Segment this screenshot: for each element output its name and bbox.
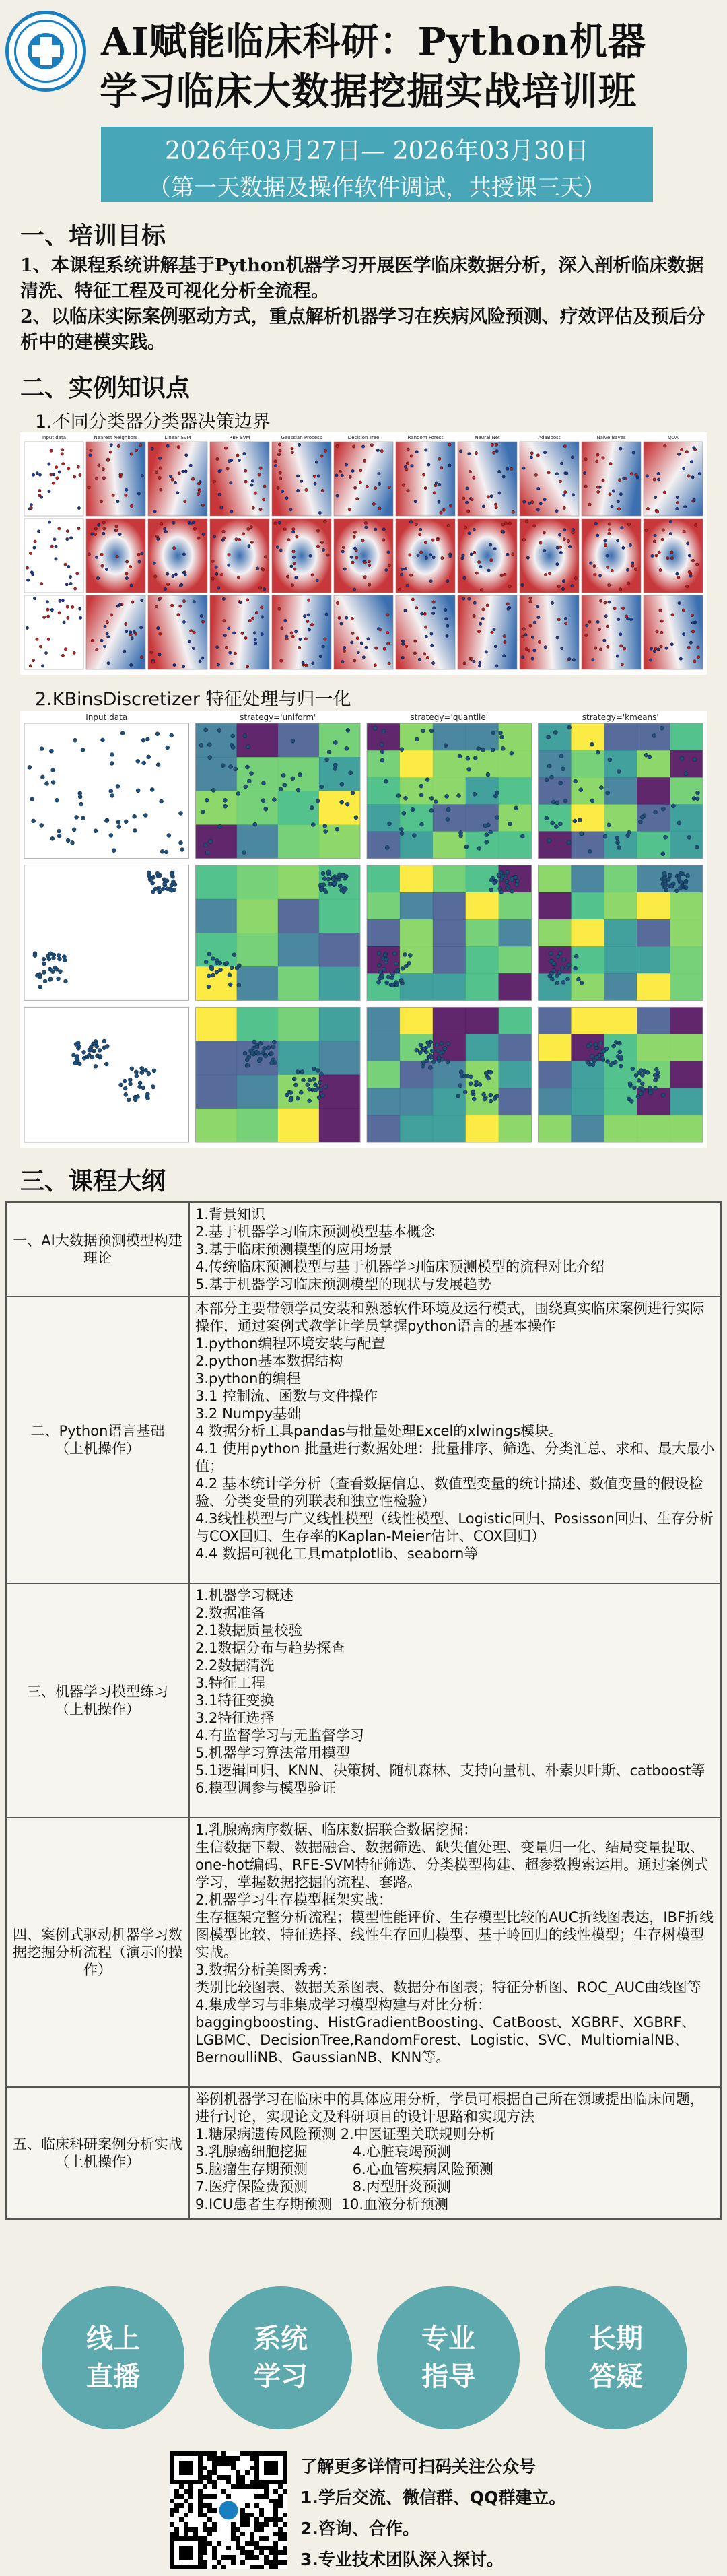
date-note: （第一天数据及操作软件调试，共授课三天） <box>148 174 606 201</box>
date-range: 2026年03月27日— 2026年03月30日 <box>165 137 589 165</box>
contact-heading: 了解更多详情可扫码关注公众号 <box>300 2457 536 2476</box>
contact-item: 3.专业技术团队深入探讨。 <box>300 2550 504 2569</box>
classifier-header: Nearest Neighbors <box>94 435 138 440</box>
module-name: 一、AI大数据预测模型构建理论 <box>6 1202 189 1296</box>
feature-circle-support: 长期 答疑 <box>545 2286 687 2429</box>
module-name: 二、Python语言基础 （上机操作） <box>6 1296 189 1583</box>
classifier-header: RBF SVM <box>229 435 250 440</box>
feature-circle-live: 线上 直播 <box>42 2286 184 2429</box>
module-content: 举例机器学习在临床中的具体应用分析，学员可根据自己所在领域提出临床问题，进行讨论，实现论文及科研项目的设计思路和实现方法 1.糖尿病遗传风险预测 2.中医证型关联规则分析 3.乳腺癌细胞挖掘 4.心脏衰竭预测 5.脑瘤生存期预测 6.心血管疾病风险预测 7.医疗保险费预测 8.丙型肝炎预测 9.ICU患者生存期预测 10.血液分析预测 <box>189 2087 721 2219</box>
table-row <box>6 1202 721 1296</box>
objective-item: 2、以临床实际案例驱动方式，重点解析机器学习在疾病风险预测、疗效评估及预后分析中的建模实践。 <box>20 306 705 353</box>
classifier-header: Input data <box>41 435 67 440</box>
classifier-header: Linear SVM <box>164 435 191 440</box>
classifier-header: Naive Bayes <box>596 435 626 440</box>
kbins-header: strategy='kmeans' <box>582 713 659 722</box>
classifier-header: Gaussian Process <box>281 435 322 440</box>
table-row <box>6 1583 721 1818</box>
table-row <box>6 2087 721 2219</box>
section-title-objectives: 一、培训目标 <box>20 222 166 250</box>
feature-circle-guidance: 专业 指导 <box>377 2286 520 2429</box>
section-title-outline: 三、课程大纲 <box>20 1167 166 1195</box>
figure2-caption: 2.KBinsDiscretizer 特征处理与归一化 <box>35 689 351 710</box>
table-row <box>6 1296 721 1583</box>
module-name: 三、机器学习模型练习 （上机操作） <box>6 1583 189 1818</box>
institution-logo <box>5 11 86 92</box>
module-content: 1.背景知识 2.基于机器学习临床预测模型基本概念 3.基于临床预测模型的应用场景 4.传统临床预测模型与基于机器学习临床预测模型的流程对比介绍 5.基于机器学习临床预测模型的现状与发展趋势 <box>189 1202 721 1296</box>
kbins-header: Input data <box>85 713 128 722</box>
module-content: 1.机器学习概述 2.数据准备 2.1数据质量校验 2.1数据分布与趋势探查 2.2数据清洗 3.特征工程 3.1特征变换 3.2特征选择 4.有监督学习与无监督学习 5.机器学习算法常用模型 5.1逻辑回归、KNN、决策树、随机森林、支持向量机、朴素贝叶斯、catboost等 6.模型调参与模型验证 <box>189 1583 721 1818</box>
feature-circle-system: 系统 学习 <box>209 2286 352 2429</box>
page-title-line1: AI赋能临床科研：Python机器 <box>101 20 646 64</box>
feature-circles <box>0 2286 727 2448</box>
contact-item: 2.咨询、合作。 <box>300 2519 419 2538</box>
page-title-line2: 学习临床大数据挖掘实战培训班 <box>100 69 637 114</box>
contact-item: 1.学后交流、微信群、QQ群建立。 <box>300 2488 566 2507</box>
date-banner <box>101 127 653 202</box>
contact-info <box>300 2451 704 2575</box>
module-name: 四、案例式驱动机器学习数据挖掘分析流程（演示的操作） <box>6 1818 189 2087</box>
classifier-header: Decision Tree <box>347 435 380 440</box>
module-name: 五、临床科研案例分析实战 （上机操作） <box>6 2087 189 2219</box>
kbins-header: strategy='uniform' <box>240 713 316 722</box>
section-title-examples: 二、实例知识点 <box>20 374 191 402</box>
objective-item: 1、本课程系统讲解基于Python机器学习开展医学临床数据分析，深入剖析临床数据清洗、特征工程及可视化分析全流程。 <box>20 255 704 302</box>
kbins-discretizer-figure <box>20 711 707 1148</box>
module-content: 1.乳腺癌病序数据、临床数据联合数据挖掘： 生信数据下载、数据融合、数据筛选、缺失值处理、变量归一化、结局变量提取、one-hot编码、RFE-SVM特征筛选、分类模型构建、超参数搜索运用。通过案例式学习，掌握数据挖掘的流程、套路。 2.机器学习生存模型框架实战： 生存框架完整分析流程；模型性能评价、生存模型比较的AUC折线图表达，IBF折线图模型比较、特征选择、线性生存回归模型、基于岭回归的线性模型；生存树模型实战。 3.数据分析美图秀秀： 类别比较图表、数据关系图表、数据分布图表；特征分析图、ROC_AUC曲线图等 4.集成学习与非集成学习模型构建与对比分析： baggingboosting、HistGradientBoosting、CatBoost、XGBRF、XGBRF、LGBMC、DecisionTree,RandomForest、Logistic、SVC、MultiomialNB、BernoulliNB、GaussianNB、KNN等。 <box>189 1818 721 2087</box>
classifier-header: Neural Net <box>475 435 500 440</box>
module-content: 本部分主要带领学员安装和熟悉软件环境及运行模式，围绕真实临床案例进行实际操作，通过案例式教学让学员掌握python语言的基本操作 1.python编程环境安装与配置 2.python基本数据结构 3.python的编程 3.1 控制流、函数与文件操作 3.2 Numpy基础 4 数据分析工具pandas与批量处理Excel的xlwings模块。 4.1 使用python 批量进行数据处理：批量排序、筛选、分类汇总、求和、最大最小值； 4.2 基本统计学分析（查看数据信息、数值型变量的统计描述、数值变量的假设检验、分类变量的列联表和独立性检验） 4.3线性模型与广义线性模型（线性模型、Logistic回归、Posisson回归、生存分析与COX回归、生存率的Kaplan-Meier估计、COX回归） 4.4 数据可视化工具matplotlib、seaborn等 <box>189 1296 721 1583</box>
classifier-comparison-figure <box>20 432 707 675</box>
figure1-caption: 1.不同分类器分类器决策边界 <box>35 411 271 432</box>
table-row <box>6 1818 721 2087</box>
classifier-header: Random Forest <box>407 435 444 440</box>
classifier-header: QDA <box>668 435 679 440</box>
header <box>0 0 727 209</box>
kbins-header: strategy='quantile' <box>410 713 489 722</box>
classifier-header: AdaBoost <box>538 435 561 440</box>
qr-code-icon[interactable] <box>170 2451 287 2569</box>
course-outline-table <box>5 1201 722 2220</box>
